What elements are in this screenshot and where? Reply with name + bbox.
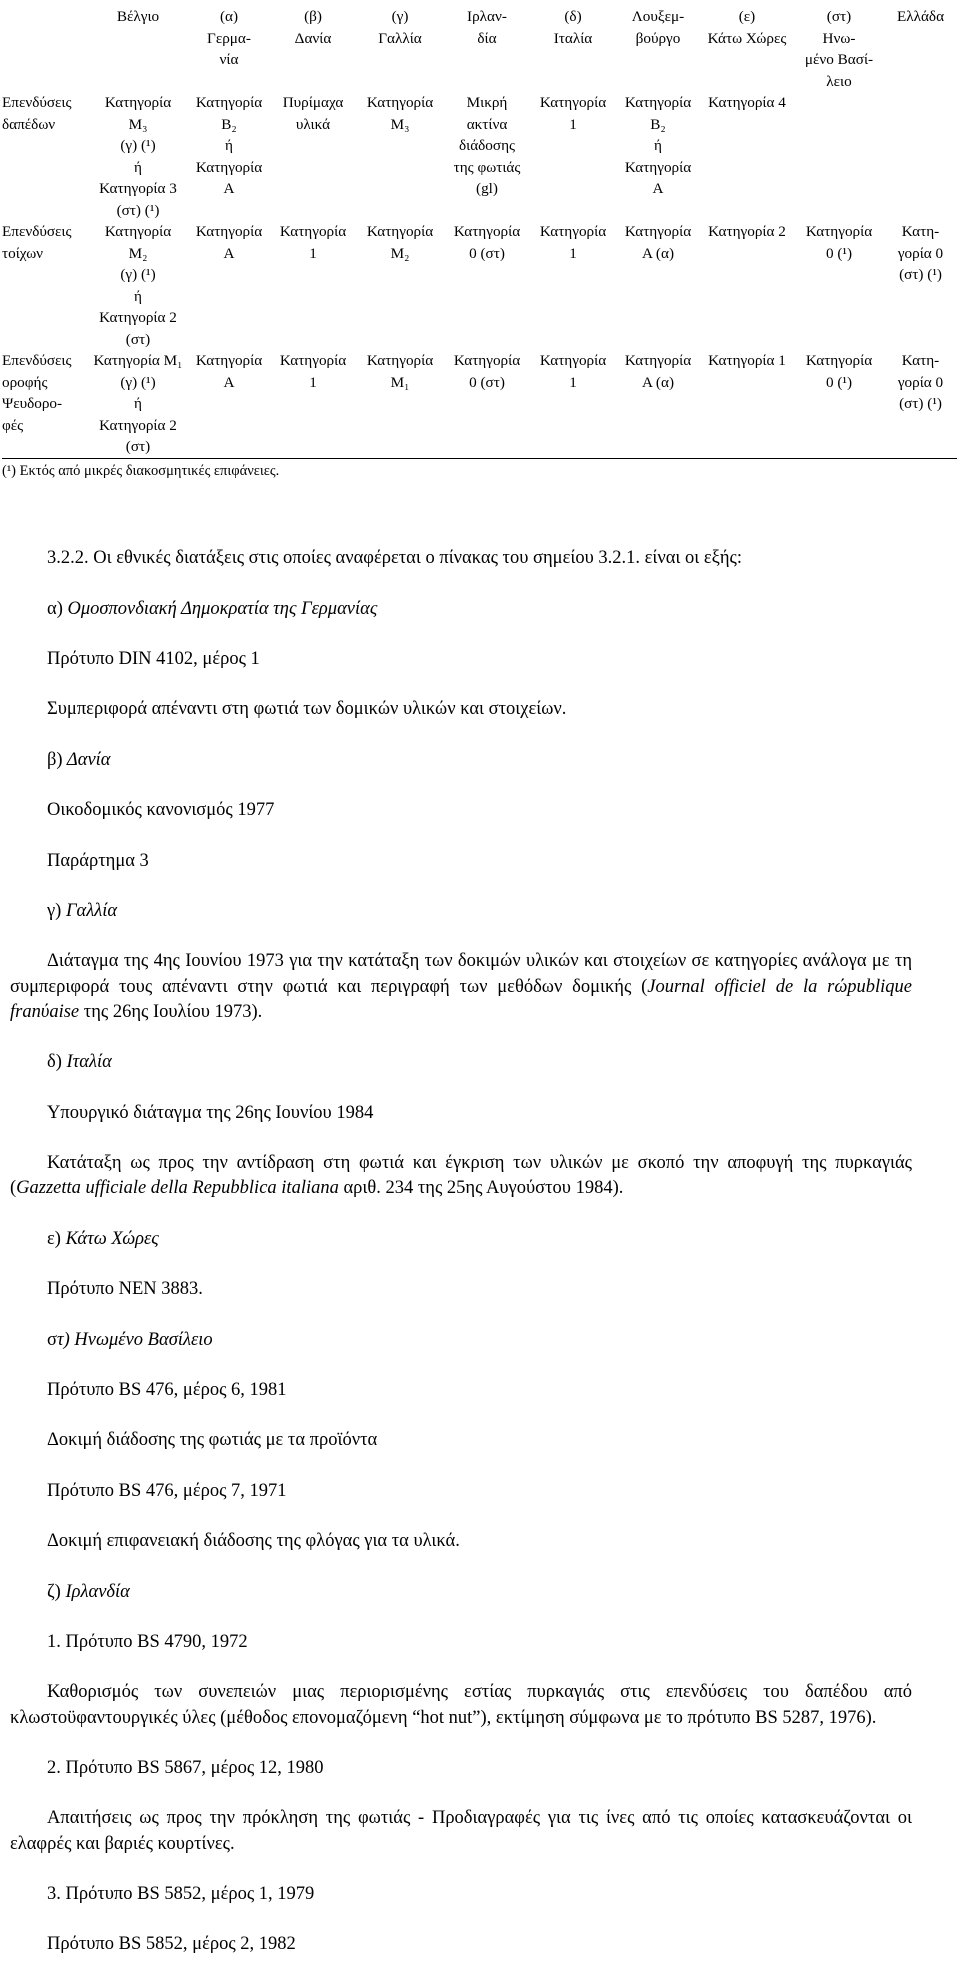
row-label-floor-coverings: Επενδύσεις δαπέδων bbox=[2, 94, 72, 133]
national-provisions-text bbox=[10, 521, 912, 1983]
header-cell-denmark: (β) Δανία bbox=[294, 8, 332, 47]
table-row bbox=[2, 221, 957, 350]
header-cell-ireland: Ιρλαν- δία bbox=[467, 8, 507, 47]
table-cell bbox=[794, 92, 884, 221]
item-netherlands-heading: ε) Κάτω Χώρες bbox=[47, 1228, 159, 1249]
item-netherlands-standard: Πρότυπο ΝΕΝ 3883. bbox=[47, 1279, 203, 1300]
france-journal-title: Journal officiel de la rώpublique franύaise bbox=[10, 976, 912, 1022]
table-cell: Κατηγορία Β₂ ή Κατηγορία Α bbox=[195, 94, 263, 197]
item-ireland-standard-2: 2. Πρότυπο BS 5867, μέρος 12, 1980 bbox=[47, 1757, 324, 1778]
item-ireland-standard-1: 1. Πρότυπο BS 4790, 1972 bbox=[47, 1631, 248, 1652]
italy-gazette-title: Gazzetta ufficiale della Repubblica italiana bbox=[16, 1178, 339, 1199]
item-italy-decree: Υπουργικό διάταγμα της 26ης Ιουνίου 1984 bbox=[47, 1102, 374, 1123]
item-germany-standard: Πρότυπο DIN 4102, μέρος 1 bbox=[47, 649, 260, 670]
row-label-ceiling-coverings: Επενδύσεις οροφής Ψευδορο- φές bbox=[2, 352, 72, 434]
table-cell: Κατηγορία Μ₁ bbox=[366, 352, 434, 391]
table-cell: Κατηγορία 1 bbox=[279, 223, 347, 262]
germany-heading-text: α) Ομοσπονδιακή Δημοκρατία της Γερμανίας bbox=[47, 598, 378, 619]
section-intro: 3.2.2. Οι εθνικές διατάξεις στις οποίες αναφέρεται ο πίνακας του σημείου 3.2.1. είναι οι εξής: bbox=[47, 548, 743, 569]
italy-description-text: Κατάταξη ως προς την αντίδραση στη φωτιά και έγκριση των υλικών με σκοπό την αποφυγή της πυρκαγιάς ( bbox=[10, 1153, 912, 1199]
table-row bbox=[2, 92, 957, 221]
table-footnote bbox=[2, 458, 957, 482]
table-cell: Κατηγορία 0 (¹) bbox=[805, 223, 873, 262]
table-cell: Κατηγορία Μ₁ (γ) (¹) ή Κατηγορία 2 (στ) bbox=[93, 352, 183, 455]
table-cell: Κατηγορία 1 bbox=[279, 352, 347, 391]
item-denmark-annex: Παράρτημα 3 bbox=[47, 850, 149, 871]
table-cell: Κατηγορία 0 (¹) bbox=[805, 352, 873, 391]
item-ireland-description-2: Απαιτήσεις ως προς την πρόκληση της φωτιάς - Προδιαγραφές για τις ίνες από τις οποίες κατασκευάζονται οι ελαφρές και βαριές κουρτίνες. bbox=[10, 1808, 912, 1854]
table-cell: Κατηγορία 1 bbox=[539, 94, 607, 133]
footnote-text: (¹) Εκτός από μικρές διακοσμητικές επιφάνειες. bbox=[2, 462, 280, 479]
table-cell: Κατηγορία Μ₃ bbox=[366, 94, 434, 133]
header-cell-united-kingdom: (στ) Ηνω- μένο Βασί- λειο bbox=[804, 8, 874, 90]
table-cell: Κατηγορία Β₂ ή Κατηγορία Α bbox=[624, 94, 692, 197]
table-footnote-row bbox=[2, 458, 957, 482]
table-cell: Κατηγορία 2 bbox=[708, 223, 786, 240]
table-cell: Κατη- γορία 0 (στ) (¹) bbox=[897, 223, 944, 283]
item-uk-heading: στ) Ηνωμένο Βασίλειο bbox=[47, 1329, 213, 1350]
item-denmark-regulation: Οικοδομικός κανονισμός 1977 bbox=[47, 800, 275, 821]
table-row bbox=[2, 350, 957, 458]
row-label-wall-coverings: Επενδύσεις τοίχων bbox=[2, 223, 72, 262]
table-cell: Κατηγορία 0 (στ) bbox=[453, 352, 521, 391]
header-cell-italy: (δ) Ιταλία bbox=[553, 8, 593, 47]
header-cell-greece: Ελλάδα bbox=[896, 8, 945, 25]
table-cell: Κατηγορία Μ₂ bbox=[366, 223, 434, 262]
item-ireland-standard-3: 3. Πρότυπο BS 5852, μέρος 1, 1979 bbox=[47, 1883, 315, 1904]
table-cell: Κατηγορία Μ₃ (γ) (¹) ή Κατηγορία 3 (στ) (¹) bbox=[99, 94, 177, 219]
item-ireland-heading: ζ) Ιρλανδία bbox=[47, 1581, 130, 1602]
table-cell: Μικρή ακτίνα διάδοσης της φωτιάς (gl) bbox=[453, 94, 521, 197]
item-denmark-heading: β) Δανία bbox=[47, 749, 111, 770]
table-cell: Κατηγορία Α bbox=[195, 223, 263, 262]
item-uk-description-1: Δοκιμή διάδοσης της φωτιάς με τα προϊόντα bbox=[47, 1430, 378, 1451]
table-cell: Κατηγορία 0 (στ) bbox=[453, 223, 521, 262]
item-uk-standard-2: Πρότυπο BS 476, μέρος 7, 1971 bbox=[47, 1480, 287, 1501]
table-cell: Κατηγορία 1 bbox=[539, 223, 607, 262]
table-cell: Κατηγορία Α (α) bbox=[624, 352, 692, 391]
header-cell-belgium: Βέλγιο bbox=[116, 8, 160, 25]
table-cell: Κατηγορία 1 bbox=[539, 352, 607, 391]
item-italy-description bbox=[10, 1151, 912, 1201]
france-decree-date: της 26ης Ιουλίου 1973). bbox=[79, 1001, 263, 1022]
table-cell: Κατηγορία 4 bbox=[708, 94, 786, 111]
item-germany-description: Συμπεριφορά απέναντι στη φωτιά των δομικών υλικών και στοιχείων. bbox=[47, 699, 567, 720]
item-uk-standard-1: Πρότυπο BS 476, μέρος 6, 1981 bbox=[47, 1379, 287, 1400]
france-decree-text: Διάταγμα της 4ης Ιουνίου 1973 για την κατάταξη των δοκιμών υλικών και στοιχείων σε κατηγορίες ανάλογα με τη συμπεριφορά τους απέναντι στην φωτιά και περιγραφή των μεθόδων δομικής ( bbox=[10, 951, 912, 997]
item-ireland-description-1: Καθορισμός των συνεπειών μιας περιορισμένης εστίας πυρκαγιάς στις επενδύσεις του δαπέδου από κλωστοϋφαντουργικές ύλες (μέθοδος επονομαζόμενη “hot nut”), εκτίμηση σύμφωνα με το πρότυπο BS 5287, 1976). bbox=[10, 1682, 912, 1728]
table-cell bbox=[884, 92, 957, 221]
table-cell: Κατηγορία Α (α) bbox=[624, 223, 692, 262]
table-cell: Κατηγορία Μ₂ (γ) (¹) ή Κατηγορία 2 (στ) bbox=[99, 223, 177, 348]
header-cell-empty bbox=[2, 6, 88, 92]
table-cell: Κατηγορία 1 bbox=[708, 352, 786, 369]
item-france-decree bbox=[10, 949, 912, 1025]
italy-gazette-date: αριθ. 234 της 25ης Αυγούστου 1984). bbox=[338, 1178, 624, 1199]
item-uk-description-2: Δοκιμή επιφανειακή διάδοσης της φλόγας για τα υλικά. bbox=[47, 1531, 460, 1552]
item-ireland-standard-4: Πρότυπο BS 5852, μέρος 2, 1982 bbox=[47, 1934, 296, 1955]
table-cell: Κατη- γορία 0 (στ) (¹) bbox=[897, 352, 944, 412]
item-france-heading: γ) Γαλλία bbox=[47, 901, 118, 922]
fire-category-table bbox=[2, 6, 957, 482]
header-cell-netherlands: (ε) Κάτω Χώρες bbox=[707, 8, 787, 47]
table-cell: Πυρίμαχα υλικά bbox=[282, 94, 344, 133]
item-germany-heading bbox=[10, 597, 912, 622]
table-cell: Κατηγορία Α bbox=[195, 352, 263, 391]
item-italy-heading: δ) Ιταλία bbox=[47, 1052, 112, 1073]
table-header-row bbox=[2, 6, 957, 92]
header-cell-luxembourg: Λουξεμ- βούργο bbox=[631, 8, 685, 47]
header-cell-france: (γ) Γαλλία bbox=[378, 8, 422, 47]
header-cell-germany: (α) Γερμα- νία bbox=[207, 8, 251, 68]
